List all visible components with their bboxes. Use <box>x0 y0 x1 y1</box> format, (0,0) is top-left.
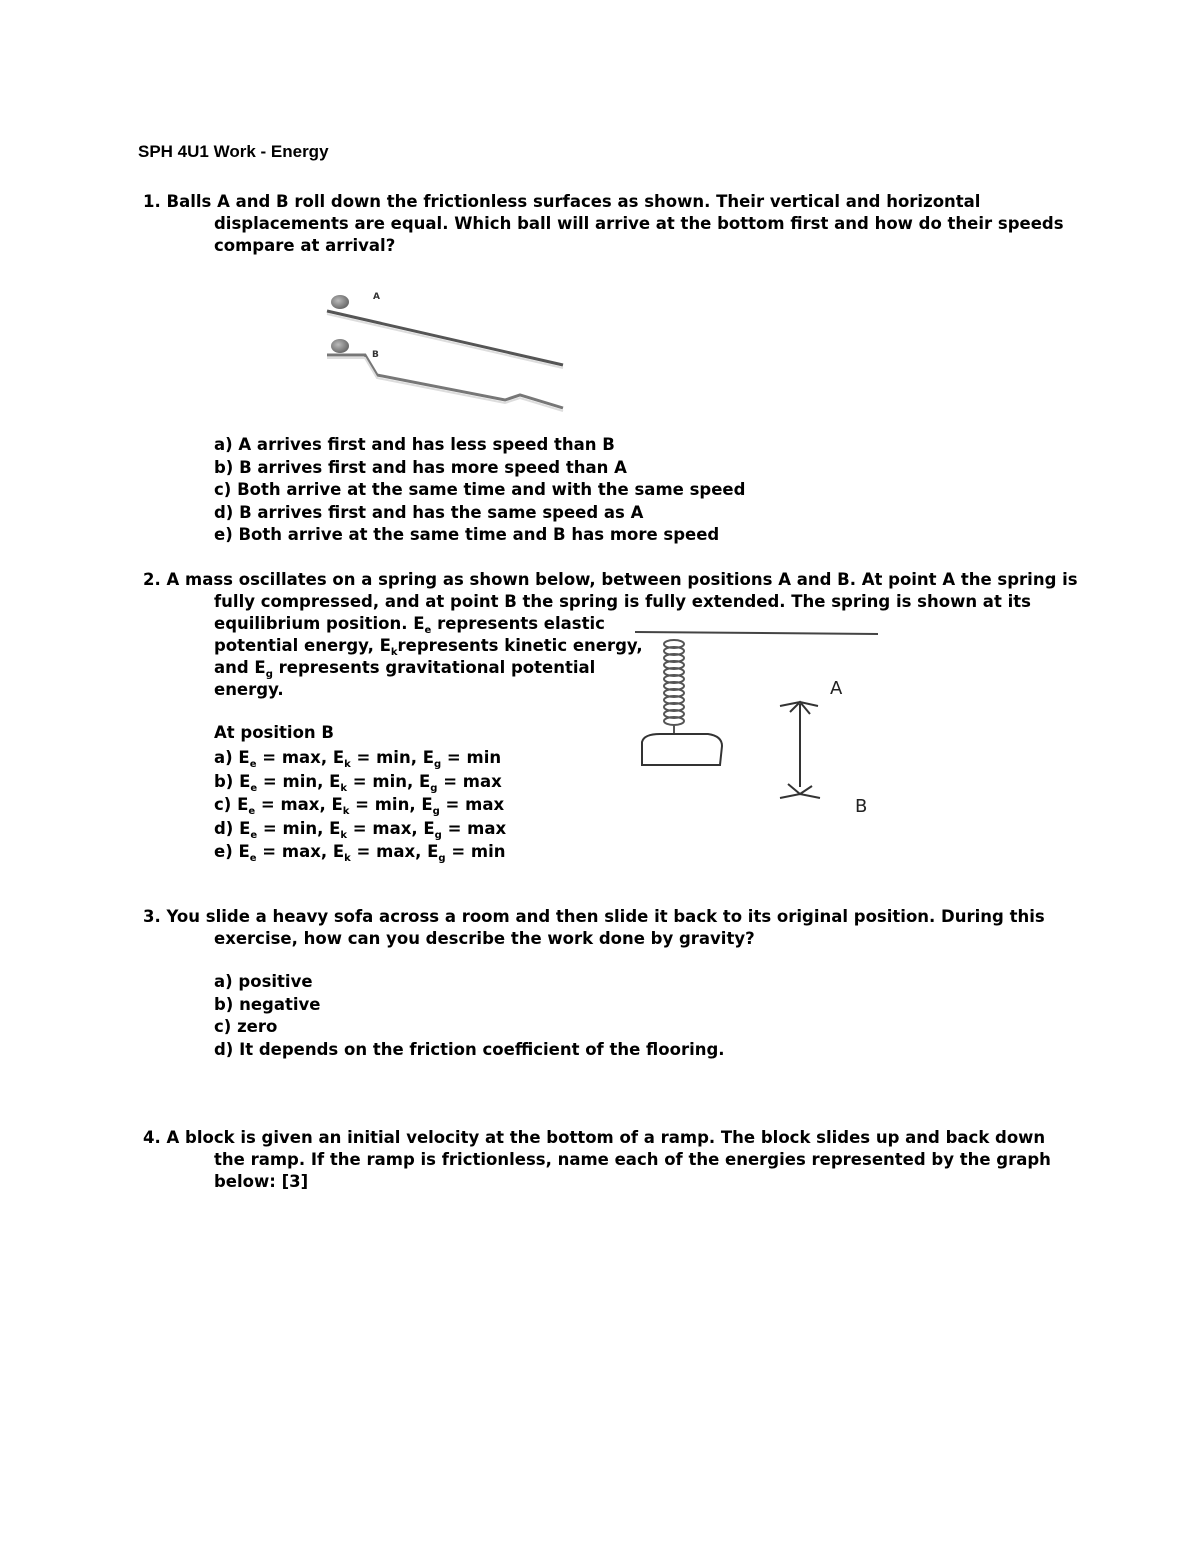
question-2-number: 2. <box>143 570 161 589</box>
q2-option-d: d) $E_e = \min$, $E_k = \max$, $E_g = \max$ <box>214 818 507 841</box>
page-title: SPH 4U1 Work - Energy <box>138 142 329 161</box>
question-4 <box>143 1127 1051 1193</box>
ball-a <box>331 295 349 309</box>
question-2-line-6: energy. <box>214 680 284 699</box>
question-4-line-1: A block is given an initial velocity at the bottom of a ramp. The block slides up and back down <box>166 1128 1046 1147</box>
ramps-figure <box>315 285 575 420</box>
q3-option-a: a) positive <box>214 972 313 991</box>
q1-option-a: a) A arrives first and has less speed than B <box>214 435 615 454</box>
spring-coil <box>664 640 684 734</box>
question-3-options <box>214 971 725 1061</box>
question-4-line-2: the ramp. If the ramp is frictionless, name each of the energies represented by the graph <box>214 1150 1051 1169</box>
q3-option-b: b) negative <box>214 994 321 1014</box>
question-2-line-1: A mass oscillates on a spring as shown below, between positions A and B. At point A the spring is <box>166 570 1078 589</box>
question-1-line-3: compare at arrival? <box>214 236 396 255</box>
q3-option-d: d) It depends on the friction coefficient of the flooring. <box>214 1039 725 1059</box>
question-2-line-2: fully compressed, and at point B the spring is fully extended. The spring is shown at its <box>214 592 1031 611</box>
question-1 <box>143 191 1064 257</box>
label-ball-a: A <box>373 292 380 302</box>
q2-option-a: a) $E_e = \max$, $E_k = \min$, $E_g = \min$ <box>214 748 502 770</box>
displacement-arrow <box>780 702 820 798</box>
question-1-number: 1. <box>143 192 161 211</box>
spring-figure <box>630 622 890 822</box>
ceiling-line <box>635 632 878 634</box>
label-ball-b: B <box>372 350 379 360</box>
question-3 <box>143 906 1045 950</box>
q1-option-d: d) B arrives first and has the same speed as A <box>214 502 644 522</box>
q2-option-c: c) $E_e = \max$, $E_k = \min$, $E_g = \max$ <box>214 795 505 817</box>
q1-option-b: b) B arrives first and has more speed than A <box>214 457 627 477</box>
question-1-line-1: Balls A and B roll down the frictionless surfaces as shown. Their vertical and horizontal <box>166 192 981 211</box>
mass-block <box>642 734 722 765</box>
q3-option-c: c) zero <box>214 1017 278 1036</box>
question-2-line-4: potential energy, $E_krepresents$ kinetic energy, <box>214 636 643 658</box>
question-1-options <box>214 434 745 547</box>
q1-option-c: c) Both arrive at the same time and with the same speed <box>214 480 746 499</box>
q2-option-b: b) $E_e = \min$, $E_k = \min$, $E_g = \max$ <box>214 771 502 794</box>
question-1-line-2: displacements are equal. Which ball will arrive at the bottom first and how do their speeds <box>214 214 1064 233</box>
question-3-line-2: exercise, how can you describe the work done by gravity? <box>214 929 755 948</box>
q2-option-e: e) $E_e = \max$, $E_k = \max$, $E_g = \min$ <box>214 842 506 864</box>
question-2-line-5: and $E_g$ represents gravitational potential <box>214 658 596 680</box>
question-2 <box>143 569 1078 701</box>
label-position-b: B <box>855 796 868 817</box>
ramp-a <box>327 311 563 365</box>
question-2-options <box>214 747 506 865</box>
question-4-line-3: below: [3] <box>214 1172 309 1191</box>
ball-b <box>331 339 349 353</box>
question-2-line-3: equilibrium position. $E_e$ represents elastic <box>214 614 605 636</box>
q1-option-e: e) Both arrive at the same time and B has more speed <box>214 525 720 544</box>
question-4-number: 4. <box>143 1128 161 1147</box>
question-3-number: 3. <box>143 907 161 926</box>
question-2-prompt: At position B <box>214 723 334 742</box>
question-3-line-1: You slide a heavy sofa across a room and then slide it back to its original position. During this <box>166 907 1045 926</box>
label-position-a: A <box>830 678 843 699</box>
